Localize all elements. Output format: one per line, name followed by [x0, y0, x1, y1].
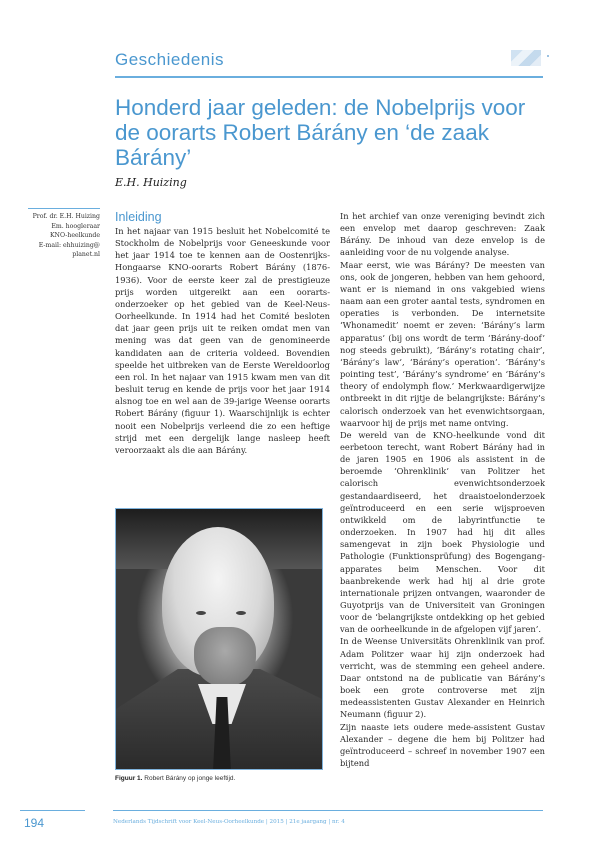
kno-logo-icon [511, 50, 541, 66]
section-header [115, 48, 543, 78]
subheading-inleiding: Inleiding [115, 210, 162, 224]
paragraph: In de Weense Universitäts Ohrenklinik van prof. Adam Politzer waar hij zijn onderzoek had verricht, was de stemming een geheel andere. Daar ontstond na de publicatie van Bárány’s boek een grote controverse met zijn medeassistenten Gustav Alexander en Heinrich Neumann (figuur 2). [340, 636, 545, 720]
author-email-domain[interactable]: planet.nl [72, 251, 100, 258]
article-title: Honderd jaar geleden: de Nobelprijs voor de oorarts Robert Bárány en ‘de zaak Bárány’ [115, 95, 526, 170]
footer-divider-left [20, 810, 85, 811]
photo-eye-left [196, 611, 206, 615]
sidebar-divider [28, 208, 100, 209]
author-department: KNO-heelkunde [49, 232, 100, 239]
author-email[interactable]: E-mail: ehhuizing@ [38, 241, 100, 249]
section-title: Geschiedenis [115, 50, 225, 69]
paragraph: Maar eerst, wie was Bárány? De meesten van ons, ook de jongeren, hebben van hem gehoord, want er is niemand in ons vakgebied wiens naam aan een groter aantal tests, syndromen en operaties is verbonden. De internetsite ‘Whonamedit’ noemt er zeven: ‘Bárány’s larm apparatus’ (bij ons wordt de term ‘Bárány-doof’ nog steeds gebruikt), ‘Bárány’s rotating chair’, ‘Bárány’s law’, ‘Bárány’s operation’. ‘Bárány’s pointing test’, ‘Bárány’s syndrome’ en ‘Bárány’s theory of endolymph flow.’ Merkwaardigerwijze ontbreekt in dit rijtje de belangrijkste: Bárány’s calorisch onderzoek van het evenwichtsorgaan, waarvoor hij de prijs met name ontving. [340, 259, 545, 428]
author-name: Prof. dr. E.H. Huizing [32, 213, 100, 220]
photo-eye-right [236, 611, 246, 615]
logo-dot [547, 55, 549, 57]
figure-label: Figuur 1. [115, 775, 143, 782]
author-info [14, 212, 100, 260]
journal-citation: Nederlands Tijdschrift voor Keel-Neus-Oorheelkunde | 2015 | 21e jaargang | nr. 4 [113, 819, 345, 825]
figure-portrait [115, 508, 323, 770]
figure-caption-text: Robert Bárány op jonge leeftijd. [144, 775, 236, 782]
article-author: E.H. Huizing [115, 176, 187, 189]
page-number: 194 [24, 816, 45, 830]
paragraph: De wereld van de KNO-heelkunde vond dit eerbetoon terecht, want Robert Bárány had in de jaren 1905 en 1906 als assistent in de beroemde ‘Ohrenklinik’ van Politzer het calorisch evenwichtsonderzoek gestandaardiseerd, het draaistoelonderzoek geïntroduceerd en een serie wijsproeven ontwikkeld om de labyrintfunctie te onderzoeken. In 1907 had hij dit alles samengevat in zijn boek Physiologie und Pathologie (Funktionsprüfung) des Bogengang-apparates beim Menschen. Voor dit baanbrekende werk had hij al drie grote internationale prijzen ontvangen, waaronder de Guyotprijs van de Universiteit van Groningen voor de ‘belangrijkste ontdekking op het gebied van de oorheelkunde in de afgelopen vijf jaren’. [340, 429, 545, 635]
right-column [340, 210, 545, 769]
photo-beard [194, 627, 256, 687]
footer-divider-right [113, 810, 543, 811]
paragraph: In het archief van onze vereniging bevindt zich een envelop met daarop geschreven: Zaak Bárány. De inhoud van deze envelop is de aanleiding voor de nu volgende analyse. [340, 211, 545, 258]
left-column [115, 210, 330, 456]
figure-caption [115, 775, 235, 782]
paragraph: Zijn naaste iets oudere mede-assistent Gustav Alexander – degene die hem bij Politzer had geïntroduceerd – schreef in november 1907 een bijtend [340, 721, 545, 769]
author-role: Em. hoogleraar [51, 222, 100, 230]
intro-paragraph: In het najaar van 1915 besluit het Nobelcomité te Stockholm de Nobelprijs voor Geneeskunde voor het jaar 1914 toe te kennen aan de Oostenrijks-Hongaarse KNO-oorarts Robert Bárány (1876-1936). Voor de eerste keer zal de prestigieuze prijs worden uitgereikt aan een oorarts-onderzoeker op het gebied van de Keel-Neus-Oorheelkunde. In 1914 had het Comité besloten dat jaar geen prijs uit te reiken omdat men van mening was dat geen van de genomineerde kandidaten aan de criteria voldeed. Bovendien speelde het uitbreken van de Eerste Wereldoorlog een rol. In het najaar van 1915 kwam men van dit besluit terug en kende de prijs voor het jaar 1914 alsnog toe en wel aan de 39-jarige Weense oorarts Robert Bárány (figuur 1). Waarschijnlijk is echter nooit een Nobelprijs verleend die zo een heftige strijd met een dergelijk lange nasleep heeft veroorzaakt als die aan Bárány. [115, 226, 330, 455]
